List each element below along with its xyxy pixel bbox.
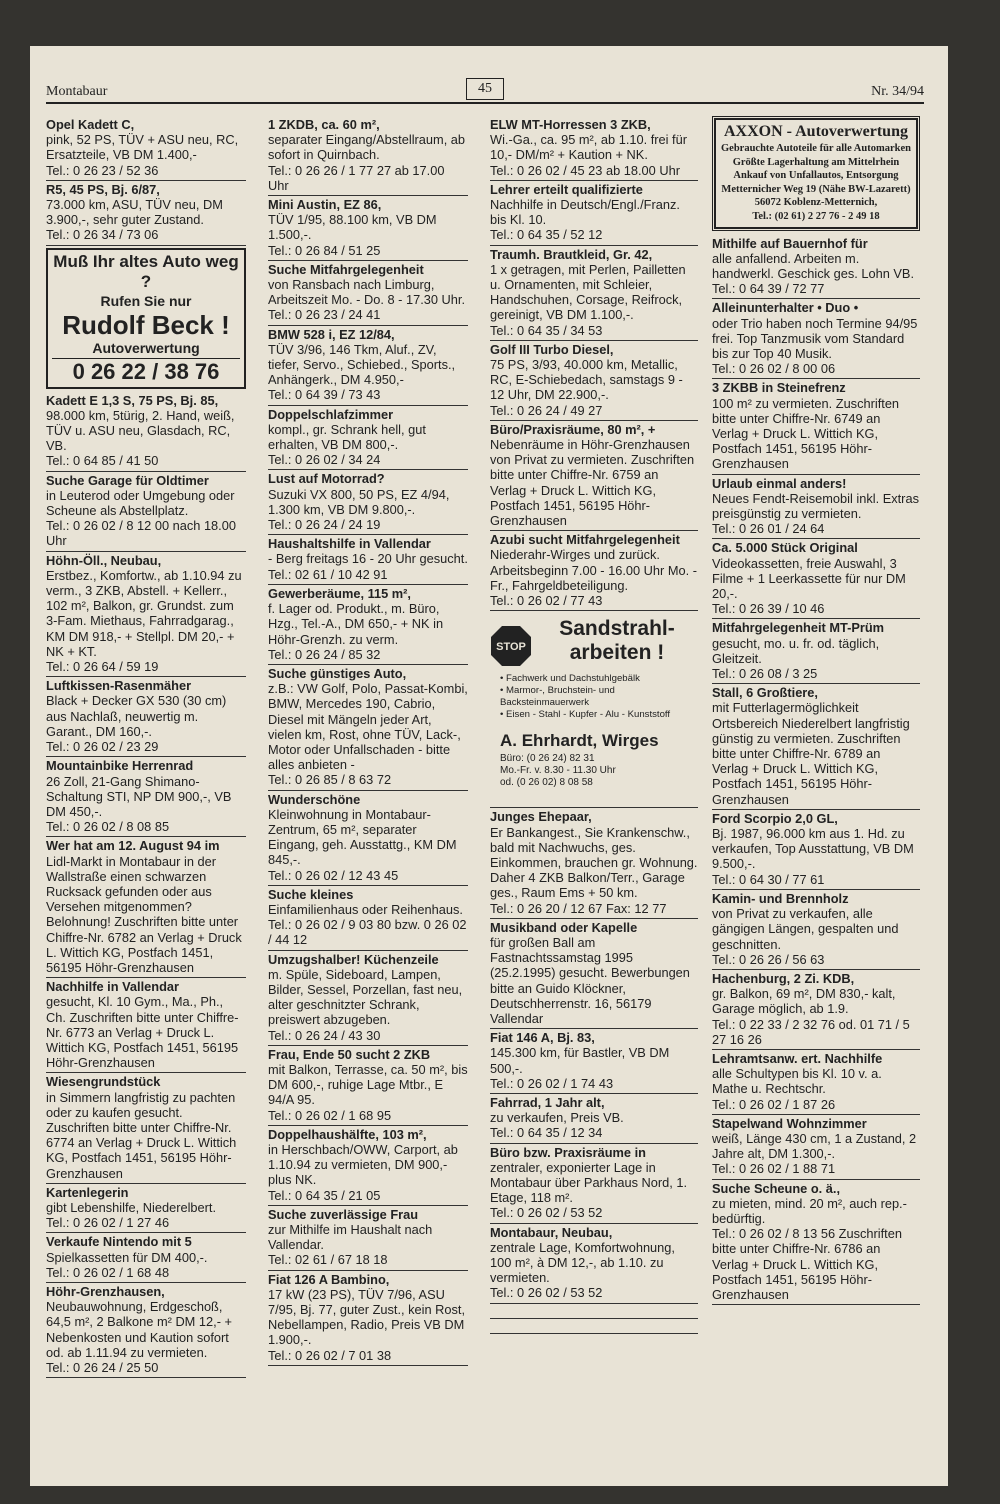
ad-body: Niederahr-Wirges und zurück. Arbeitsbeginn 7.00 - 16.00 Uhr Mo. - Fr., Fahrgeldbeteiligung. bbox=[490, 547, 697, 593]
ad-phone: Tel.: 0 64 30 / 77 61 bbox=[712, 871, 825, 887]
classified-ad bbox=[712, 379, 920, 474]
sandstrahl-item: • Marmor-, Bruchstein- und Backsteinmauerwerk bbox=[500, 685, 615, 709]
ad-body: 73.000 km, ASU, TÜV neu, DM 3.900,-, sehr guter Zustand. bbox=[46, 197, 223, 228]
ad-phone: Tel.: 0 26 24 / 85 32 bbox=[268, 646, 381, 662]
ad-phone: Tel.: 0 26 02 / 53 52 bbox=[490, 1285, 603, 1301]
classified-ad bbox=[490, 421, 698, 531]
ad-body: gesucht, mo. u. fr. od. täglich, Gleitzeit. bbox=[712, 635, 880, 666]
sandstrahl-item: • Eisen - Stahl - Kupfer - Alu - Kunststoff bbox=[500, 709, 671, 721]
classified-ad bbox=[268, 951, 468, 1046]
ad-title: Kartenlegerin bbox=[46, 1184, 129, 1200]
ad-body: 75 PS, 3/93, 40.000 km, Metallic, RC, E-Schiebedach, samstags 9 - 12 Uhr, DM 22.900,-. bbox=[490, 357, 683, 403]
classified-ad bbox=[268, 886, 468, 951]
beck-headline: Muß Ihr altes Auto weg ? bbox=[53, 251, 239, 291]
ad-title: Montabaur, Neubau, bbox=[490, 1224, 613, 1240]
ad-title: Büro bzw. Praxisräume in bbox=[490, 1144, 646, 1160]
classified-ad bbox=[268, 261, 468, 326]
axxon-phone: Tel.: (02 61) 2 27 76 - 2 49 18 bbox=[752, 210, 880, 222]
ad-title: ELW MT-Horressen 3 ZKB, bbox=[490, 117, 651, 132]
ad-phone: Tel.: 0 26 85 / 8 63 72 bbox=[268, 772, 392, 788]
ad-body: in Simmern langfristig zu pachten oder zu kaufen gesucht. Zuschriften bitte unter Chiffre-Nr. 6774 an Verlag + Druck L. Wittich KG, Postfach 1451, 56195 Höhr-Grenzhausen bbox=[46, 1089, 237, 1181]
ad-title: Stapelwand Wohnzimmer bbox=[712, 1115, 867, 1131]
rudolf-beck-ad bbox=[46, 248, 246, 389]
stop-sign-label: STOP bbox=[496, 641, 526, 654]
ad-phone: Tel.: 0 26 24 / 43 30 bbox=[268, 1027, 381, 1043]
ad-body: zur Mithilfe im Haushalt nach Vallendar. bbox=[268, 1222, 433, 1253]
ad-title: Ca. 5.000 Stück Original bbox=[712, 540, 858, 556]
ad-phone: Tel.: 0 26 02 / 53 52 bbox=[490, 1205, 603, 1221]
ad-body: f. Lager od. Produkt., m. Büro, Hzg., Tel.-A., DM 650,- + NK in Höhr-Grenzh. zu verm. bbox=[268, 601, 444, 647]
ad-phone: Tel.: 0 26 02 / 1 68 95 bbox=[268, 1107, 392, 1123]
classified-ad bbox=[712, 1180, 920, 1306]
classified-ad bbox=[268, 326, 468, 406]
ad-body: TÜV 3/96, 146 Tkm, Aluf., ZV, tiefer, Servo., Schiebed., Sports., Anhängerk., DM 4.950,- bbox=[268, 341, 456, 388]
ad-body: zu verkaufen, Preis VB. bbox=[490, 1110, 624, 1126]
ad-phone: Tel.: 0 26 02 / 8 12 00 nach 18.00 Uhr bbox=[46, 518, 236, 549]
ad-title: Umzugshalber! Küchenzeile bbox=[268, 951, 439, 967]
ad-body: von Ransbach nach Limburg, Arbeitszeit Mo. - Do. 8 - 17.30 Uhr. bbox=[268, 277, 466, 308]
ad-phone: Tel.: 0 26 26 / 56 63 bbox=[712, 951, 825, 967]
ad-body: Black + Decker GX 530 (30 cm) aus Nachlaß, neuwertig m. Garant., DM 160,-. bbox=[46, 693, 227, 739]
ad-body: Er Bankangest., Sie Krankenschw., bald mit Nachwuchs, ges. Einkommen, brauchen gr. Wohnung. Daher 4 ZKB Balkon/Terr., Garage ges., Raum Ems + 50 km. bbox=[490, 824, 698, 901]
classified-ad bbox=[268, 1046, 468, 1126]
axxon-ad bbox=[712, 116, 920, 231]
header-town: Montabaur bbox=[46, 84, 108, 99]
classified-ad bbox=[46, 392, 246, 472]
ad-body: von Privat zu verkaufen, alle gängigen Längen, gespalten und geschnitten. bbox=[712, 906, 899, 952]
ad-phone: Tel.: 0 26 02 / 1 27 46 bbox=[46, 1215, 170, 1231]
ad-phone: Tel.: 0 26 02 / 12 43 45 bbox=[268, 867, 399, 883]
ad-title: Golf III Turbo Diesel, bbox=[490, 341, 614, 357]
ad-title: Verkaufe Nintendo mit 5 bbox=[46, 1234, 192, 1250]
empty-rule bbox=[490, 1319, 698, 1334]
ad-phone: Tel.: 0 26 64 / 59 19 bbox=[46, 659, 159, 675]
classified-ad bbox=[268, 665, 468, 791]
ad-body: Nachhilfe in Deutsch/Engl./Franz. bis Kl. 10. bbox=[490, 197, 680, 228]
ad-body: separater Eingang/Abstellraum, ab sofort in Quirnbach. bbox=[268, 132, 466, 163]
ad-body: oder Trio haben noch Termine 94/95 frei. Top Tanzmusik vom Standard bis zur Top 40 Musik. bbox=[712, 315, 918, 361]
ads-group bbox=[712, 235, 920, 1306]
classified-ad bbox=[46, 1073, 246, 1183]
ad-body: alle anfallend. Arbeiten m. handwerkl. Geschick ges. Lohn VB. bbox=[712, 250, 915, 281]
ad-title: Wiesengrundstück bbox=[46, 1074, 161, 1090]
ads-group bbox=[490, 116, 698, 611]
ad-title: Fiat 146 A, Bj. 83, bbox=[490, 1030, 595, 1046]
ad-body: mit Balkon, Terrasse, ca. 50 m², bis DM 600,-, ruhige Lage Mtbr., E 94/A 95. bbox=[268, 1061, 468, 1108]
ad-body: Wi.-Ga., ca. 95 m², ab 1.10. frei für 10,- DM/m² + Kaution + NK. bbox=[490, 132, 687, 163]
ad-body: weiß, Länge 430 cm, 1 a Zustand, 2 Jahre alt, DM 1.300,-. bbox=[712, 1130, 917, 1162]
classified-ad bbox=[490, 919, 698, 1029]
ad-body: Einfamilienhaus oder Reihenhaus. bbox=[268, 901, 463, 917]
ad-phone: Tel.: 0 64 85 / 41 50 bbox=[46, 453, 159, 469]
ad-body: zentraler, exponierter Lage in Montabaur über Parkhaus Nord, 1. Etage, 118 m². bbox=[490, 1159, 688, 1206]
ad-body: 1 x getragen, mit Perlen, Pailletten u. Ornamenten, mit Schleier, Handschuhen, Corsage, Reifrock, gereinigt, VB DM 1.100,-. bbox=[490, 261, 686, 323]
ad-phone: Tel.: 0 26 01 / 24 64 bbox=[712, 521, 825, 537]
ad-title: Traumh. Brautkleid, Gr. 42, bbox=[490, 246, 653, 262]
beck-subline: Rufen Sie nur bbox=[100, 292, 192, 309]
ad-phone: Tel.: 0 64 39 / 72 77 bbox=[712, 281, 825, 297]
sandstrahl-office-phone: Büro: (0 26 24) 82 31 bbox=[500, 753, 595, 765]
classified-ad bbox=[490, 116, 698, 181]
ad-phone: Tel.: 0 26 24 / 49 27 bbox=[490, 402, 603, 418]
ad-body: Neubauwohnung, Erdgeschoß, 64,5 m², 2 Balkone m² DM 12,- + Nebenkosten und Kaution sofort od. ab 1.11.94 zu vermieten. bbox=[46, 1299, 232, 1360]
ad-title: Höhn-Öll., Neubau, bbox=[46, 552, 162, 568]
ad-phone: Tel.: 0 64 35 / 12 34 bbox=[490, 1125, 603, 1141]
ads-group bbox=[46, 392, 246, 1379]
ad-phone: Tel.: 0 26 23 / 52 36 bbox=[46, 162, 159, 178]
ad-body: 100 m² zu vermieten. Zuschriften bitte unter Chiffre-Nr. 6749 an Verlag + Druck L. Wittich KG, Postfach 1451, 56195 Höhr-Grenzhausen bbox=[712, 395, 900, 472]
ad-phone: Tel.: 0 26 02 / 77 43 bbox=[490, 593, 603, 609]
ad-body: Bj. 1987, 96.000 km aus 1. Hd. zu verkaufen, Top Ausstattung, VB DM 9.500,-. bbox=[712, 826, 914, 872]
classified-ad bbox=[46, 1283, 246, 1378]
axxon-line: Gebrauchte Autoteile für alle Automarken bbox=[721, 143, 911, 154]
sandstrahl-headline: Sandstrahl-arbeiten ! bbox=[559, 617, 675, 665]
ad-phone: Tel.: 0 26 02 / 1 88 71 bbox=[712, 1161, 836, 1177]
ad-phone: Tel.: 0 26 08 / 3 25 bbox=[712, 666, 818, 682]
column-1 bbox=[46, 116, 246, 1378]
ad-body: 145.300 km, für Bastler, VB DM 500,-. bbox=[490, 1045, 670, 1076]
ad-body: m. Spüle, Sideboard, Lampen, Bilder, Sessel, Porzellan, fast neu, alter geschnitzter Schrank, preiswert abzugeben. bbox=[268, 966, 463, 1028]
empty-rule bbox=[490, 1304, 698, 1319]
ad-phone: Tel.: 0 26 39 / 10 46 bbox=[712, 601, 825, 617]
ad-title: 1 ZKDB, ca. 60 m², bbox=[268, 117, 380, 132]
ad-phone: Tel.: 0 26 34 / 73 06 bbox=[46, 227, 159, 243]
column-4 bbox=[712, 116, 920, 1305]
sandstrahl-company: A. Ehrhardt, Wirges bbox=[500, 731, 659, 751]
ad-body: Nebenräume in Höhr-Grenzhausen von Privat zu vermieten. Zuschriften bitte unter Chiffre-Nr. 6759 an Verlag + Druck L. Wittich KG, Postfach 1451, 56195 Höhr-Grenzhausen bbox=[490, 437, 695, 529]
ad-title: Lehramtsanw. ert. Nachhilfe bbox=[712, 1050, 883, 1066]
ad-body: Kleinwohnung in Montabaur-Zentrum, 65 m², separater Eingang, geh. Ausstattg., KM DM 845,-. bbox=[268, 806, 457, 868]
ad-body: 17 kW (23 PS), TÜV 7/96, ASU 7/95, Bj. 77, guter Zust., kein Rost, Nebellampen, Radio, Preis VB DM 1.900,-. bbox=[268, 1286, 466, 1348]
ad-phone: Tel.: 0 26 02 / 34 24 bbox=[268, 452, 381, 468]
ad-phone: Tel.: 0 26 02 / 45 23 ab 18.00 Uhr bbox=[490, 162, 680, 178]
ad-title: Fiat 126 A Bambino, bbox=[268, 1271, 390, 1287]
ad-body: zu mieten, mind. 20 m², auch rep.-bedürftig. bbox=[712, 1195, 907, 1226]
axxon-headline: AXXON - Autoverwertung bbox=[724, 123, 908, 140]
ad-phone: Tel.: 0 64 35 / 52 12 bbox=[490, 227, 603, 243]
classified-ad bbox=[268, 1206, 468, 1271]
ad-title: Suche günstiges Auto, bbox=[268, 665, 407, 681]
ad-phone: Tel.: 0 22 33 / 2 32 76 od. 01 71 / 5 27 16 26 bbox=[712, 1016, 910, 1047]
classified-ad bbox=[490, 531, 698, 611]
ad-title: Suche Garage für Oldtimer bbox=[46, 472, 209, 488]
sandstrahl-hours: Mo.-Fr. v. 8.30 - 11.30 Uhr bbox=[500, 765, 616, 777]
ad-title: Doppelhaushälfte, 103 m², bbox=[268, 1126, 427, 1142]
classified-ad bbox=[712, 970, 920, 1050]
classified-ad bbox=[46, 677, 246, 757]
ad-title: Gewerberäume, 115 m², bbox=[268, 585, 411, 601]
ad-phone: Tel.: 0 26 02 / 1 87 26 bbox=[712, 1096, 836, 1112]
beck-business: Autoverwertung bbox=[92, 339, 200, 356]
ad-body: gr. Balkon, 69 m², DM 830,- kalt, Garage möglich, ab 1.9. bbox=[712, 986, 896, 1017]
classified-ad bbox=[46, 116, 246, 181]
ad-body: Videokassetten, freie Auswahl, 3 Filme + 1 Leerkassette für nur DM 20,-. bbox=[712, 555, 906, 602]
classified-ad bbox=[46, 552, 246, 678]
ad-phone: Tel.: 0 64 39 / 73 43 bbox=[268, 387, 381, 403]
column-3 bbox=[490, 116, 698, 1334]
issue-number: Nr. 34/94 bbox=[871, 84, 924, 99]
classified-ad bbox=[712, 1050, 920, 1115]
ad-body: pink, 52 PS, TÜV + ASU neu, RC, Ersatzteile, VB DM 1.400,- bbox=[46, 132, 239, 163]
ad-phone: Tel.: 0 26 84 / 51 25 bbox=[268, 242, 381, 258]
page-number: 45 bbox=[466, 78, 504, 100]
sandstrahl-ad bbox=[490, 611, 698, 808]
classified-ad bbox=[712, 619, 920, 684]
ad-body: Suzuki VX 800, 50 PS, EZ 4/94, 1.300 km, VB DM 9.800,-. bbox=[268, 486, 450, 517]
classified-ad bbox=[268, 1126, 468, 1206]
ad-title: Luftkissen-Rasenmäher bbox=[46, 678, 192, 694]
column-2 bbox=[268, 116, 468, 1366]
ad-title: Suche Scheune o. ä., bbox=[712, 1180, 841, 1196]
ad-title: Suche kleines bbox=[268, 886, 354, 902]
classified-ad bbox=[46, 978, 246, 1073]
sandstrahl-alt-phone: od. (0 26 02) 8 08 58 bbox=[500, 777, 593, 789]
ad-title: Wer hat am 12. August 94 im bbox=[46, 838, 220, 854]
ad-body: gibt Lebenshilfe, Niederelbert. bbox=[46, 1199, 217, 1215]
classified-ad bbox=[712, 299, 920, 379]
classified-ad bbox=[712, 539, 920, 619]
classified-ad bbox=[712, 1115, 920, 1180]
ad-body: in Leuterod oder Umgebung oder Scheune als Abstellplatz. bbox=[46, 487, 235, 519]
classified-ad bbox=[268, 470, 468, 535]
ad-title: Kamin- und Brennholz bbox=[712, 890, 849, 906]
ad-phone: Tel.: 0 26 02 / 8 13 56 Zuschriften bitte unter Chiffre-Nr. 6786 an Verlag + Druck L. Wittich KG, Postfach 1451, 56195 Höhr-Grenzhausen bbox=[712, 1226, 902, 1302]
ad-body: kompl., gr. Schrank hell, gut erhalten, VB DM 800,-. bbox=[268, 421, 426, 453]
ads-group bbox=[268, 116, 468, 1366]
classified-ad bbox=[268, 791, 468, 886]
ad-body: TÜV 1/95, 88.100 km, VB DM 1.500,-. bbox=[268, 212, 437, 243]
ad-title: Mountainbike Herrenrad bbox=[46, 758, 194, 774]
ad-title: Hachenburg, 2 Zi. KDB, bbox=[712, 970, 855, 986]
ad-title: Kadett E 1,3 S, 75 PS, Bj. 85, bbox=[46, 392, 219, 408]
ad-title: Alleinunterhalter • Duo • bbox=[712, 300, 859, 316]
ad-body: für großen Ball am Fastnachtssamstag 1995 (25.2.1995) gesucht. Bewerbungen bitte an Guido Klöckner, Deutschherrenstr. 16, 56179 Vallendar bbox=[490, 934, 690, 1026]
ad-phone: Tel.: 0 26 02 / 1 74 43 bbox=[490, 1075, 614, 1091]
classified-ad bbox=[490, 1029, 698, 1094]
sandstrahl-contact bbox=[500, 753, 616, 789]
ad-title: Opel Kadett C, bbox=[46, 117, 135, 132]
ad-phone: Tel.: 0 64 35 / 34 53 bbox=[490, 322, 603, 338]
classified-ad bbox=[46, 181, 246, 246]
axxon-line: Metternicher Weg 19 (Nähe BW-Lazarett) bbox=[721, 183, 911, 195]
classified-ad bbox=[490, 181, 698, 246]
ad-phone: Tel.: 0 26 20 / 12 67 Fax: 12 77 bbox=[490, 900, 667, 916]
ad-phone: Tel.: 0 26 24 / 24 19 bbox=[268, 517, 381, 533]
classified-ad bbox=[490, 341, 698, 421]
classified-ad bbox=[490, 808, 698, 918]
ad-body: zentrale Lage, Komfortwohnung, 100 m², à DM 12,-, ab 1.10. zu vermieten. bbox=[490, 1239, 675, 1286]
ad-title: Urlaub einmal anders! bbox=[712, 475, 847, 491]
classified-ad bbox=[46, 1184, 246, 1234]
axxon-line: Größte Lagerhaltung am Mittelrhein bbox=[732, 156, 900, 168]
ad-title: Doppelschlafzimmer bbox=[268, 406, 394, 422]
classified-ad bbox=[46, 757, 246, 837]
ad-body: z.B.: VW Golf, Polo, Passat-Kombi, BMW, Mercedes 190, Cabrio, Diesel mit Mängeln jeder Art, vielen km, Rost, ohne TÜV, Lack-, Motor oder Unfallschaden - bitte alles anbieten - bbox=[268, 681, 468, 773]
ad-phone: Tel.: 0 26 02 / 1 68 48 bbox=[46, 1264, 170, 1280]
ad-phone: Tel.: 0 26 23 / 24 41 bbox=[268, 307, 381, 323]
axxon-line: 56072 Koblenz-Metternich, bbox=[754, 197, 878, 209]
classified-ad bbox=[712, 684, 920, 810]
ad-title: Azubi sucht Mitfahrgelegenheit bbox=[490, 532, 680, 548]
ad-phone: Tel.: 0 26 02 / 7 01 38 bbox=[268, 1347, 392, 1363]
ad-title: Junges Ehepaar, bbox=[490, 809, 592, 825]
classified-ad bbox=[268, 116, 468, 196]
axxon-line: Ankauf von Unfallautos, Entsorgung bbox=[733, 170, 899, 182]
newspaper-page bbox=[30, 46, 948, 1486]
ad-body: - Berg freitags 16 - 20 Uhr gesucht. bbox=[268, 551, 468, 567]
ad-title: Mini Austin, EZ 86, bbox=[268, 197, 382, 213]
ad-body: mit Futterlagermöglichkeit Ortsbereich Niederelbert langfristig günstig zu vermieten. Zuschriften bitte unter Chiffre-Nr. 6789 an Verlag + Druck L. Wittich KG, Postfach 1451, 56195 Höhr-Grenzhausen bbox=[712, 700, 910, 807]
classified-ad bbox=[268, 406, 468, 471]
ad-title: BMW 528 i, EZ 12/84, bbox=[268, 326, 395, 342]
ad-title: Mitfahrgelegenheit MT-Prüm bbox=[712, 620, 885, 636]
ad-phone: Tel.: 0 26 26 / 1 77 27 ab 17.00 Uhr bbox=[268, 162, 445, 193]
beck-name: Rudolf Beck ! bbox=[62, 309, 230, 340]
ad-title: Ford Scorpio 2,0 GL, bbox=[712, 810, 838, 826]
ads-group bbox=[490, 808, 698, 1303]
ad-phone: Tel.: 0 26 02 / 8 00 06 bbox=[712, 361, 836, 377]
classified-ad bbox=[712, 235, 920, 300]
ad-title: 3 ZKBB in Steinefrenz bbox=[712, 380, 846, 396]
ad-title: Stall, 6 Großtiere, bbox=[712, 685, 818, 701]
ad-body: gesucht, Kl. 10 Gym., Ma., Ph., Ch. Zuschriften bitte unter Chiffre-Nr. 6773 an Verlag + Druck L. Wittich KG, Postfach 1451, 56195 Höhr-Grenzhausen bbox=[46, 994, 239, 1071]
ad-title: Suche zuverlässige Frau bbox=[268, 1206, 419, 1222]
classified-ad bbox=[46, 472, 246, 552]
page-header bbox=[46, 82, 924, 104]
classified-ad bbox=[712, 475, 920, 540]
ad-body: Lidl-Markt in Montabaur in der Wallstraße einen schwarzen Rucksack gefunden oder aus Versehen mitgenommen? Belohnung! Zuschriften bitte unter Chiffre-Nr. 6782 an Verlag + Druck L. Wittich KG, Postfach 1451, 56195 Höhr-Grenzhausen bbox=[46, 853, 242, 975]
ad-title: Frau, Ende 50 sucht 2 ZKB bbox=[268, 1046, 431, 1062]
ad-body: in Herschbach/OWW, Carport, ab 1.10.94 zu vermieten, DM 900,- plus NK. bbox=[268, 1142, 458, 1188]
classified-ad bbox=[268, 1271, 468, 1366]
ad-title: R5, 45 PS, Bj. 6/87, bbox=[46, 181, 160, 197]
ad-phone: Tel.: 0 64 35 / 21 05 bbox=[268, 1187, 381, 1203]
ad-phone: Tel.: 02 61 / 67 18 18 bbox=[268, 1252, 388, 1268]
classified-ad bbox=[46, 837, 246, 978]
classified-ad bbox=[712, 810, 920, 890]
classified-ad bbox=[268, 535, 468, 585]
ad-body: Neues Fendt-Reisemobil inkl. Extras preisgünstig zu vermieten. bbox=[712, 490, 919, 522]
ads-group bbox=[46, 116, 246, 246]
ad-body: 98.000 km, 5türig, 2. Hand, weiß, TÜV u. ASU neu, Glasdach, RC, VB. bbox=[46, 407, 235, 454]
classified-ad bbox=[268, 196, 468, 261]
ad-phone: Tel.: 0 26 02 / 23 29 bbox=[46, 739, 159, 755]
ad-title: Musikband oder Kapelle bbox=[490, 919, 638, 935]
ad-body: Erstbez., Komfortw., ab 1.10.94 zu verm., 3 ZKB, Abstell. + Kellerr., 102 m², Balkon, gr. Grundst. zum 3-Fam. Miethaus, Fahrradgarag., KM DM 918,- + Stellpl. DM 20,- + NK + KT. bbox=[46, 567, 242, 659]
classified-ad bbox=[490, 1144, 698, 1224]
ad-title: Wunderschöne bbox=[268, 791, 361, 807]
ad-title: Büro/Praxisräume, 80 m², + bbox=[490, 421, 656, 437]
classified-ad bbox=[490, 246, 698, 341]
ad-title: Nachhilfe in Vallendar bbox=[46, 979, 179, 995]
ad-body: 26 Zoll, 21-Gang Shimano-Schaltung STI, NP DM 900,-, VB DM 450,-. bbox=[46, 773, 232, 819]
ad-title: Mithilfe auf Bauernhof für bbox=[712, 235, 868, 251]
ad-title: Haushaltshilfe in Vallendar bbox=[268, 536, 431, 552]
classified-ad bbox=[712, 890, 920, 970]
ad-title: Lust auf Motorrad? bbox=[268, 471, 385, 487]
beck-phone: 0 26 22 / 38 76 bbox=[52, 358, 240, 385]
classified-ad bbox=[490, 1224, 698, 1304]
classified-ad bbox=[46, 1233, 246, 1283]
classified-ad bbox=[268, 585, 468, 665]
ad-title: Suche Mitfahrgelegenheit bbox=[268, 261, 424, 277]
ad-phone: Tel.: 0 26 02 / 9 03 80 bzw. 0 26 02 / 44 12 bbox=[268, 917, 467, 948]
stop-sign-icon bbox=[490, 625, 532, 667]
classified-ad bbox=[490, 1094, 698, 1144]
ad-title: Höhr-Grenzhausen, bbox=[46, 1284, 165, 1299]
ad-title: Lehrer erteilt qualifizierte bbox=[490, 181, 643, 197]
sandstrahl-list bbox=[500, 673, 690, 721]
ad-body: alle Schultypen bis Kl. 10 v. a. Mathe u. Rechtschr. bbox=[712, 1066, 882, 1097]
sandstrahl-item: • Fachwerk und Dachstuhlgebälk bbox=[500, 673, 640, 685]
ad-body: Spielkassetten für DM 400,-. bbox=[46, 1249, 208, 1265]
ad-title: Fahrrad, 1 Jahr alt, bbox=[490, 1094, 605, 1110]
ad-phone: Tel.: 0 26 24 / 25 50 bbox=[46, 1360, 159, 1376]
ad-phone: Tel.: 02 61 / 10 42 91 bbox=[268, 566, 388, 582]
ad-phone: Tel.: 0 26 02 / 8 08 85 bbox=[46, 819, 170, 835]
